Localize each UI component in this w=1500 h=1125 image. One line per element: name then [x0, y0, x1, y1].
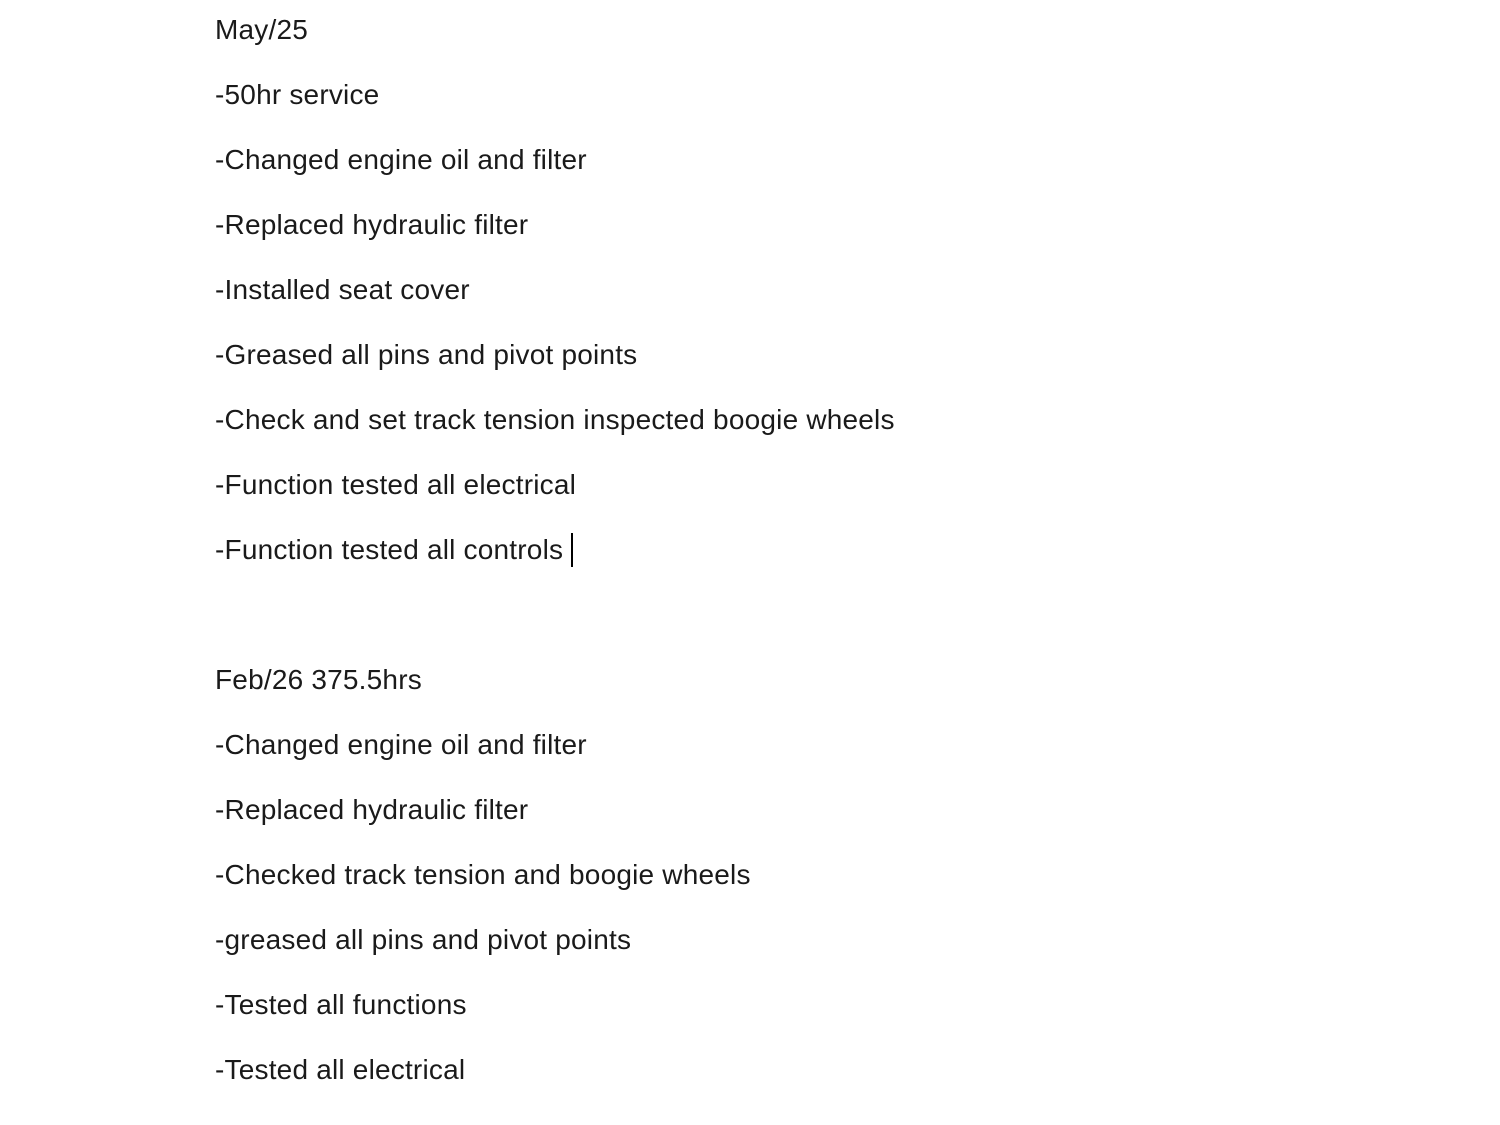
text-cursor	[571, 533, 573, 567]
entry-item: -Tested all functions	[215, 989, 467, 1020]
entry-item: -Function tested all controls	[215, 534, 564, 565]
entry-heading: Feb/26 375.5hrs	[215, 664, 422, 695]
entry-item: -Installed seat cover	[215, 274, 470, 305]
entry-heading: May/25	[215, 14, 309, 45]
entry-item: -Changed engine oil and filter	[215, 144, 587, 175]
entry-item: -greased all pins and pivot points	[215, 924, 632, 955]
entry-item-with-caret	[215, 530, 573, 570]
entry-item: -Greased all pins and pivot points	[215, 339, 638, 370]
entry-item: -50hr service	[215, 79, 380, 110]
entry-item: -Tested all electrical	[215, 1054, 466, 1085]
entry-item: -Changed engine oil and filter	[215, 729, 587, 760]
entry-item: -Checked track tension and boogie wheels	[215, 859, 751, 890]
entry-item: -Check and set track tension inspected boogie wheels	[215, 404, 895, 435]
entry-item: -Function tested all electrical	[215, 469, 577, 500]
entry-item: -Replaced hydraulic filter	[215, 794, 529, 825]
entry-item: -Replaced hydraulic filter	[215, 209, 529, 240]
